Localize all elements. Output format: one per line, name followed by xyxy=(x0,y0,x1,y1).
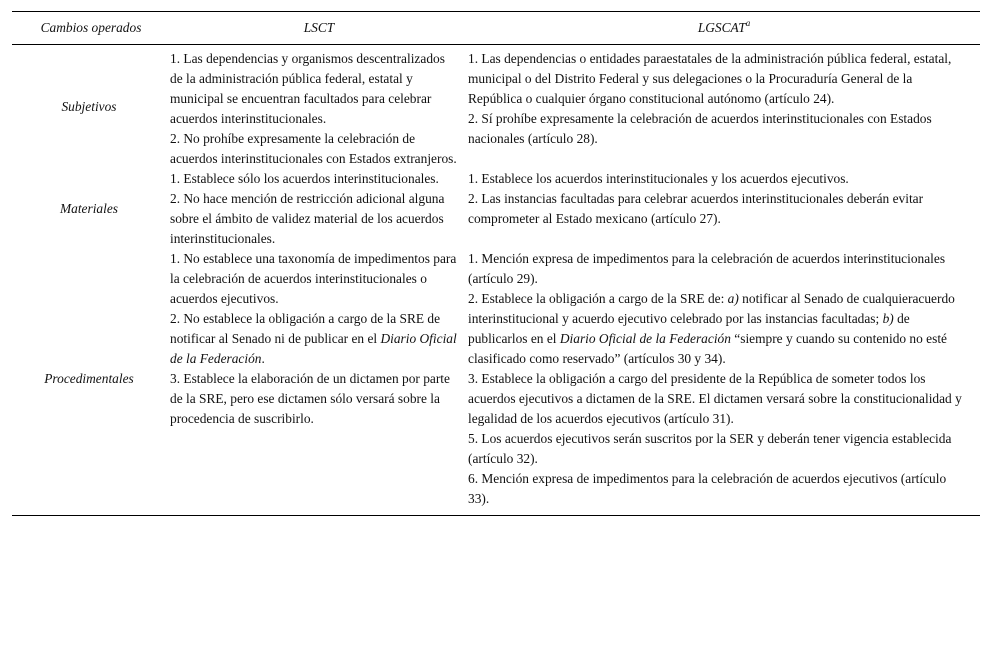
lsct-materiales-item-2: 2. No hace mención de restricción adicional alguna sobre el ámbito de validez material de los acuerdos interinstitucionales. xyxy=(170,191,445,246)
lgscat-procedimentales-item-5: 5. Los acuerdos ejecutivos serán suscritos por la SER y deberán tener vigencia establecida (artículo 32). xyxy=(468,431,952,466)
lgscat-procedimentales-item-3: 3. Establece la obligación a cargo del presidente de la República de someter todos los acuerdos ejecutivos a dictamen de la SRE. El dictamen versará sobre la constitucionalidad y legalidad de los acuerdos ejecutivos (artículo 31). xyxy=(468,371,962,426)
comparison-table-container xyxy=(12,11,980,516)
lgscat-materiales-item-1: 1. Establece los acuerdos interinstitucionales y los acuerdos ejecutivos. xyxy=(468,171,849,186)
lsct-proc-2-diario: Diario Oficial de la Federación xyxy=(170,331,457,366)
lgscat-subjetivos-item-2: 2. Sí prohíbe expresamente la celebración de acuerdos interinstitucionales con Estados nacionales (artículo 28). xyxy=(468,111,932,146)
header-lgscat-label: LGSCAT xyxy=(697,20,746,35)
lgscat-proc-2-b: notificar al Senado de cualquieracuerdo interinstitucional y acuerdo ejecutivo celebrado por las instancias facultadas; xyxy=(468,291,955,326)
category-procedimentales: Procedimentales xyxy=(44,371,134,386)
lgscat-proc-2-c: de publicarlos en el xyxy=(468,311,910,346)
lsct-subjetivos-item-2: 2. No prohíbe expresamente la celebración de acuerdos interinstitucionales con Estados extranjeros. xyxy=(170,131,457,166)
lsct-cell-subjetivos xyxy=(170,45,468,170)
category-materiales: Materiales xyxy=(59,201,118,216)
header-lgscat xyxy=(468,12,980,45)
comparison-table xyxy=(12,11,980,516)
lgscat-subjetivos-item-1: 1. Las dependencias o entidades paraestatales de la administración pública federal, estatal, municipal o del Distrito Federal y sus delegaciones o la Procuraduría General de la República o cualquier órgano constitucional autónomo (artículo 24). xyxy=(468,51,952,106)
table-row-materiales xyxy=(12,169,980,249)
lgscat-proc-2-a: 2. Establece la obligación a cargo de la SRE de: xyxy=(468,291,728,306)
lsct-procedimentales-item-1: 1. No establece una taxonomía de impedimentos para la celebración de acuerdos interinstitucionales o acuerdos ejecutivos. xyxy=(170,251,457,306)
table-row-procedimentales xyxy=(12,249,980,516)
lgscat-cell-procedimentales xyxy=(468,249,980,516)
lgscat-proc-2-letter-a: a) xyxy=(727,291,739,306)
lsct-cell-procedimentales xyxy=(170,249,468,516)
header-lsct: LSCT xyxy=(170,12,468,45)
lgscat-materiales-item-2: 2. Las instancias facultadas para celebrar acuerdos interinstitucionales deberán evitar comprometer al Estado mexicano (artículo 27). xyxy=(468,191,924,226)
lgscat-cell-subjetivos xyxy=(468,45,980,170)
lgscat-procedimentales-item-1: 1. Mención expresa de impedimentos para la celebración de acuerdos interinstitucionales (artículo 29). xyxy=(468,251,946,286)
lgscat-cell-materiales xyxy=(468,169,980,249)
lsct-cell-materiales xyxy=(170,169,468,249)
lsct-subjetivos-item-1: 1. Las dependencias y organismos descentralizados de la administración pública federal, estatal y municipal se encuentran facultados para celebrar acuerdos interinstitucionales. xyxy=(170,51,445,126)
lgscat-proc-2-diario: Diario Oficial de la Federación xyxy=(559,331,731,346)
lgscat-proc-2-d: “siempre y cuando su contenido no esté clasificado como reservado” (artículos 30 y 34). xyxy=(468,331,947,366)
header-lgscat-footnote: a xyxy=(745,17,751,28)
lgscat-proc-2-letter-b: b) xyxy=(882,311,894,326)
lgscat-procedimentales-item-2 xyxy=(468,289,964,369)
header-row xyxy=(12,12,980,45)
lgscat-procedimentales-item-6: 6. Mención expresa de impedimentos para la celebración de acuerdos ejecutivos (artículo 33). xyxy=(468,471,947,506)
table-row-subjetivos xyxy=(12,45,980,170)
lsct-proc-2-end: . xyxy=(261,351,265,366)
lsct-procedimentales-item-3: 3. Establece la elaboración de un dictamen por parte de la SRE, pero ese dictamen sólo versará sobre la procedencia de suscribirlo. xyxy=(170,371,450,426)
lsct-proc-2-text: 2. No establece la obligación a cargo de la SRE de notificar al Senado ni de publicar en el xyxy=(170,311,441,346)
category-subjetivos: Subjetivos xyxy=(61,99,117,114)
lsct-procedimentales-item-2 xyxy=(170,309,458,369)
header-cambios-operados: Cambios operados xyxy=(12,12,170,45)
lsct-materiales-item-1: 1. Establece sólo los acuerdos interinstitucionales. xyxy=(170,171,439,186)
